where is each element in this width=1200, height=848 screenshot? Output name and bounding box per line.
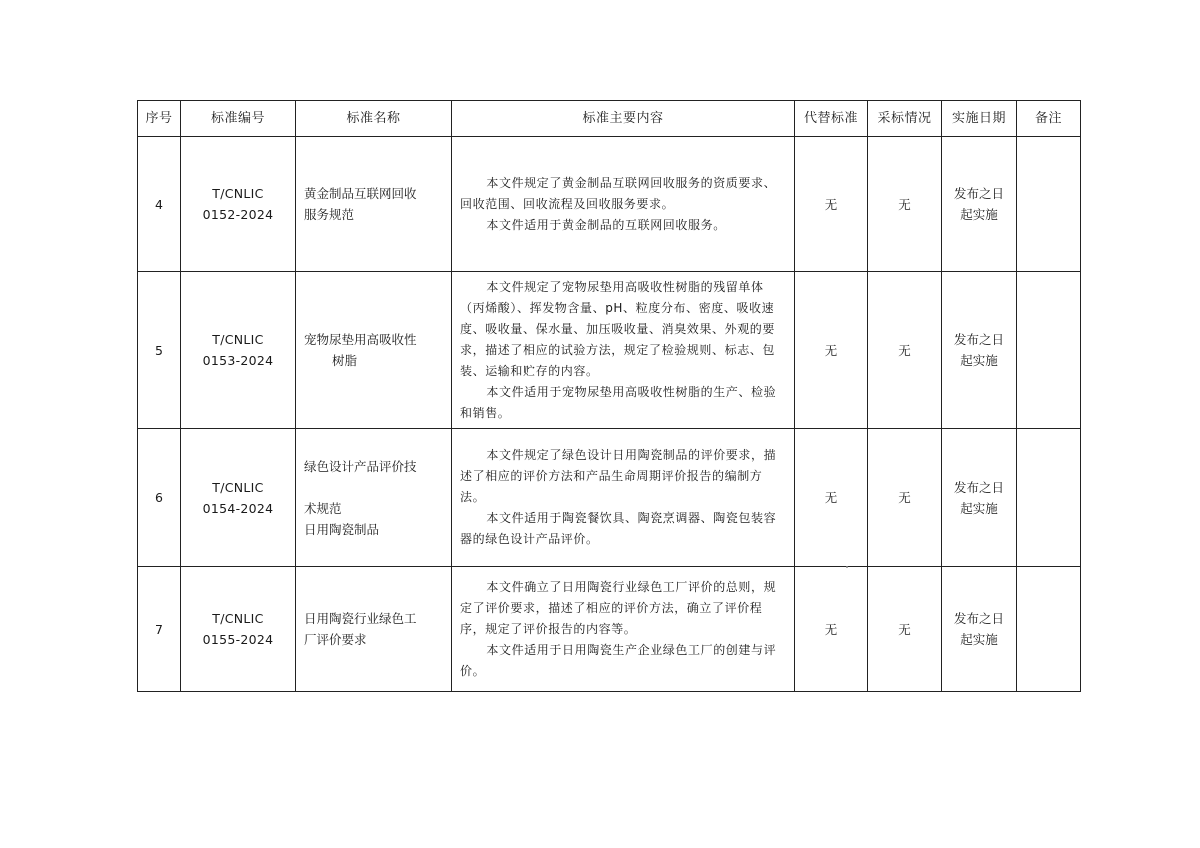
row-code [181,429,296,567]
code-number: 0152-2024 [202,207,274,222]
content-paragraph: 本文件规定了绿色设计日用陶瓷制品的评价要求，描述了相应的评价方法和产品生命周期评价报告的编制方法。 [460,448,777,504]
name-line: 宠物尿垫用高吸收性 [304,332,417,347]
row-adopt: 无 [868,429,942,567]
row-date [942,567,1017,692]
row-content [452,429,795,567]
name-line: 服务规范 [304,207,355,222]
header-name: 标准名称 [296,101,452,137]
name-line: 黄金制品互联网回收 [304,186,417,201]
row-date [942,429,1017,567]
row-seq: 4 [138,137,181,272]
code-prefix: T/CNLIC [212,332,264,347]
name-line: 厂评价要求 [304,632,367,647]
date-line: 起实施 [960,632,998,647]
date-line: 起实施 [960,207,998,222]
date-line: 发布之日 [953,479,1004,495]
name-line: 树脂 [332,353,358,368]
row-code [181,137,296,272]
name-line: 术规范 [304,500,342,516]
row-code [181,567,296,692]
row-adopt: 无 [868,567,942,692]
date-line: 起实施 [960,353,998,368]
name-line: 日用陶瓷制品 [304,521,380,537]
header-seq: 序号 [138,101,181,137]
row-seq: 7 [138,567,181,692]
scan-speck [846,566,848,568]
row-code [181,272,296,429]
row-remark [1017,137,1081,272]
content-paragraph: 本文件适用于宠物尿垫用高吸收性树脂的生产、检验和销售。 [460,384,777,420]
row-remark [1017,429,1081,567]
row-remark [1017,272,1081,429]
header-date: 实施日期 [942,101,1017,137]
row-replace: 无 [795,272,868,429]
row-seq: 6 [138,429,181,567]
row-adopt: 无 [868,272,942,429]
content-paragraph: 本文件规定了黄金制品互联网回收服务的资质要求、回收范围、回收流程及回收服务要求。 [460,175,777,211]
content-paragraph: 本文件规定了宠物尿垫用高吸收性树脂的残留单体（丙烯酸）、挥发物含量、pH、粒度分布、密度、吸收速度、吸收量、保水量、加压吸收量、消臭效果、外观的要求，描述了相应的试验方法，规定了检验规则、标志、包装、运输和贮存的内容。 [460,279,776,378]
header-remark: 备注 [1017,101,1081,137]
row-adopt: 无 [868,137,942,272]
content-paragraph: 本文件适用于陶瓷餐饮具、陶瓷烹调器、陶瓷包装容器的绿色设计产品评价。 [460,511,777,546]
content-paragraph: 本文件确立了日用陶瓷行业绿色工厂评价的总则，规定了评价要求，描述了相应的评价方法，确立了评价程序，规定了评价报告的内容等。 [460,579,777,636]
name-line: 绿色设计产品评价技 [304,458,417,474]
content-paragraph: 本文件适用于日用陶瓷生产企业绿色工厂的创建与评价。 [460,642,777,678]
row-seq: 5 [138,272,181,429]
standards-table [137,100,1081,692]
row-replace: 无 [795,567,868,692]
header-adopt: 采标情况 [868,101,942,137]
table-row [138,272,1081,429]
row-date [942,272,1017,429]
table-header-row [138,101,1081,137]
date-line: 发布之日 [953,332,1004,347]
code-prefix: T/CNLIC [212,479,264,495]
row-content [452,567,795,692]
row-content [452,272,795,429]
row-name [296,567,452,692]
row-replace: 无 [795,429,868,567]
row-name [296,137,452,272]
name-gap [304,477,441,498]
table-row [138,137,1081,272]
name-line: 日用陶瓷行业绿色工 [304,611,417,626]
header-code: 标准编号 [181,101,296,137]
header-replace: 代替标准 [795,101,868,137]
content-paragraph: 本文件适用于黄金制品的互联网回收服务。 [486,217,726,232]
date-line: 发布之日 [953,186,1004,201]
row-date [942,137,1017,272]
row-name [296,429,452,567]
row-name [296,272,452,429]
code-number: 0153-2024 [202,353,274,368]
code-prefix: T/CNLIC [212,186,264,201]
row-replace: 无 [795,137,868,272]
header-content: 标准主要内容 [452,101,795,137]
code-prefix: T/CNLIC [212,611,264,626]
table-row [138,429,1081,567]
code-number: 0155-2024 [202,632,274,647]
code-number: 0154-2024 [202,500,274,516]
row-content [452,137,795,272]
row-remark [1017,567,1081,692]
date-line: 发布之日 [953,611,1004,626]
date-line: 起实施 [960,500,998,516]
table-row [138,567,1081,692]
